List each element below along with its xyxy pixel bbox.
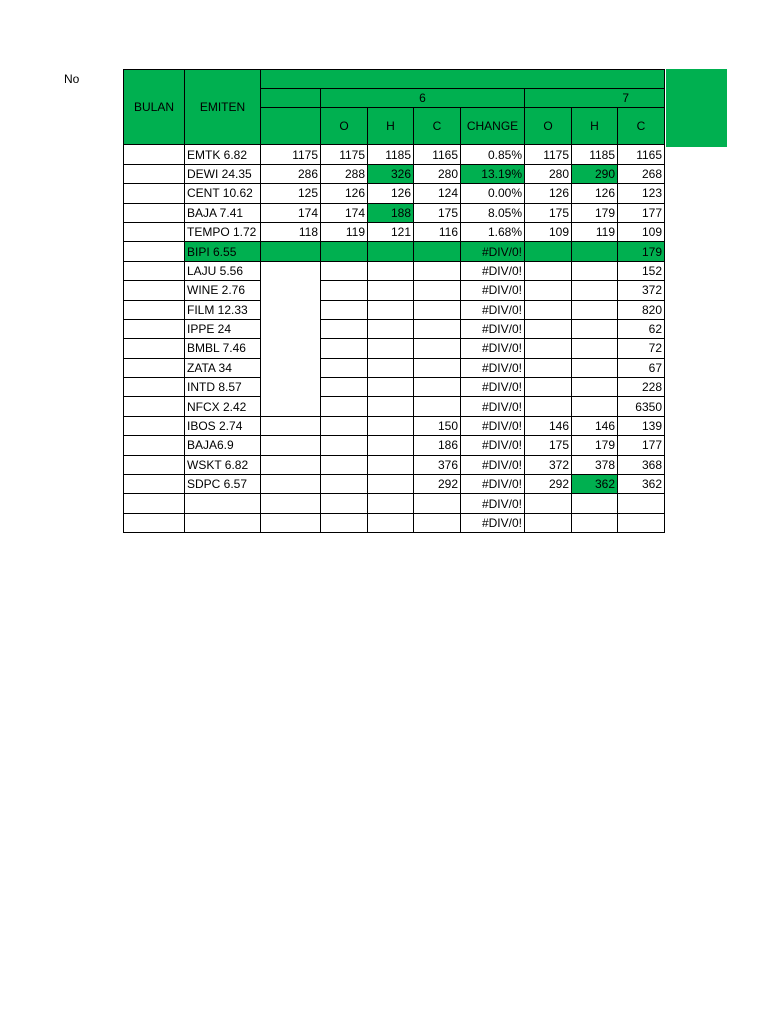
cell-c7[interactable]: [618, 513, 665, 532]
cell-prev[interactable]: [261, 358, 321, 377]
cell-change[interactable]: 13.19%: [461, 164, 525, 183]
cell-c6[interactable]: 150: [414, 416, 461, 435]
table-row: [124, 145, 665, 164]
cell-h7[interactable]: 378: [572, 455, 618, 474]
cell-o7[interactable]: 1175: [525, 145, 572, 164]
cell-o7[interactable]: 109: [525, 222, 572, 241]
cell-change[interactable]: #DIV/0!: [461, 494, 525, 513]
cell-o6[interactable]: [321, 242, 368, 261]
cell-h6[interactable]: [368, 494, 414, 513]
cell-prev[interactable]: 174: [261, 203, 321, 222]
cell-bulan[interactable]: [124, 222, 185, 241]
cell-emiten[interactable]: ZATA 34: [185, 358, 261, 377]
cell-prev[interactable]: [261, 319, 321, 338]
header-day-6[interactable]: 6: [321, 89, 525, 108]
cell-prev[interactable]: [261, 378, 321, 397]
cell-o7[interactable]: [525, 300, 572, 319]
cell-c6[interactable]: [414, 242, 461, 261]
cell-h7[interactable]: 119: [572, 222, 618, 241]
cell-h6[interactable]: [368, 436, 414, 455]
cell-o7[interactable]: 146: [525, 416, 572, 435]
cell-emiten[interactable]: EMTK 6.82: [185, 145, 261, 164]
cell-o6[interactable]: [321, 475, 368, 494]
cell-c7[interactable]: 109: [618, 222, 665, 241]
header-h7[interactable]: H: [572, 108, 618, 145]
header-prev-blank[interactable]: [261, 89, 321, 108]
cell-c7[interactable]: 177: [618, 436, 665, 455]
table-row: [124, 397, 665, 416]
cell-o7[interactable]: 280: [525, 164, 572, 183]
cell-c6[interactable]: [414, 378, 461, 397]
table-row: [124, 416, 665, 435]
cell-h6[interactable]: [368, 397, 414, 416]
cell-change[interactable]: #DIV/0!: [461, 319, 525, 338]
cell-bulan[interactable]: [124, 164, 185, 183]
cell-h6[interactable]: [368, 319, 414, 338]
cell-o6[interactable]: [321, 378, 368, 397]
cell-prev[interactable]: [261, 416, 321, 435]
cell-emiten[interactable]: IBOS 2.74: [185, 416, 261, 435]
cell-o7[interactable]: [525, 358, 572, 377]
cell-o6[interactable]: [321, 339, 368, 358]
cell-h7[interactable]: [572, 261, 618, 280]
cell-h6[interactable]: 126: [368, 184, 414, 203]
cell-c6[interactable]: [414, 300, 461, 319]
cell-o6[interactable]: 174: [321, 203, 368, 222]
header-emiten[interactable]: EMITEN: [185, 70, 261, 145]
cell-emiten[interactable]: IPPE 24: [185, 319, 261, 338]
header-o7[interactable]: O: [525, 108, 572, 145]
cell-c6[interactable]: 186: [414, 436, 461, 455]
cell-h7[interactable]: [572, 378, 618, 397]
table-row: [124, 242, 665, 261]
cell-c6[interactable]: [414, 339, 461, 358]
cell-c6[interactable]: 124: [414, 184, 461, 203]
cell-o7[interactable]: [525, 281, 572, 300]
cell-c6[interactable]: [414, 358, 461, 377]
cell-change[interactable]: #DIV/0!: [461, 475, 525, 494]
cell-o7[interactable]: 372: [525, 455, 572, 474]
cell-c7[interactable]: 67: [618, 358, 665, 377]
cell-o7[interactable]: [525, 494, 572, 513]
cell-h6[interactable]: [368, 378, 414, 397]
cell-o7[interactable]: [525, 378, 572, 397]
cell-change[interactable]: #DIV/0!: [461, 242, 525, 261]
cell-bulan[interactable]: [124, 281, 185, 300]
cell-c7[interactable]: 368: [618, 455, 665, 474]
cell-c7[interactable]: 1165: [618, 145, 665, 164]
cell-h6[interactable]: [368, 513, 414, 532]
cell-emiten[interactable]: BAJA 7.41: [185, 203, 261, 222]
table-row: [124, 222, 665, 241]
cell-prev[interactable]: [261, 339, 321, 358]
cell-o6[interactable]: [321, 416, 368, 435]
cell-emiten[interactable]: BAJA6.9: [185, 436, 261, 455]
cell-prev[interactable]: [261, 242, 321, 261]
cell-c7[interactable]: [618, 494, 665, 513]
cell-emiten[interactable]: FILM 12.33: [185, 300, 261, 319]
cell-change[interactable]: #DIV/0!: [461, 378, 525, 397]
green-fill-block: [666, 69, 727, 147]
table-row: [124, 475, 665, 494]
cell-h7[interactable]: [572, 339, 618, 358]
cell-emiten[interactable]: SDPC 6.57: [185, 475, 261, 494]
cell-c7[interactable]: 62: [618, 319, 665, 338]
cell-bulan[interactable]: [124, 494, 185, 513]
cell-h6[interactable]: 188: [368, 203, 414, 222]
cell-h6[interactable]: 326: [368, 164, 414, 183]
cell-o6[interactable]: [321, 436, 368, 455]
cell-change[interactable]: 1.68%: [461, 222, 525, 241]
cell-o6[interactable]: [321, 261, 368, 280]
cell-o6[interactable]: [321, 455, 368, 474]
cell-bulan[interactable]: [124, 261, 185, 280]
table-row: [124, 455, 665, 474]
cell-c7[interactable]: 72: [618, 339, 665, 358]
no-label: No: [64, 72, 80, 86]
cell-c6[interactable]: 175: [414, 203, 461, 222]
cell-c7[interactable]: 152: [618, 261, 665, 280]
cell-h7[interactable]: 1185: [572, 145, 618, 164]
table-row: [124, 319, 665, 338]
cell-c7[interactable]: 139: [618, 416, 665, 435]
cell-bulan[interactable]: [124, 300, 185, 319]
cell-emiten[interactable]: DEWI 24.35: [185, 164, 261, 183]
cell-c6[interactable]: [414, 494, 461, 513]
cell-c7[interactable]: 362: [618, 475, 665, 494]
cell-prev[interactable]: [261, 397, 321, 416]
cell-emiten[interactable]: [185, 494, 261, 513]
cell-h7[interactable]: [572, 397, 618, 416]
cell-bulan[interactable]: [124, 378, 185, 397]
cell-change[interactable]: 0.00%: [461, 184, 525, 203]
cell-change[interactable]: 0.85%: [461, 145, 525, 164]
cell-bulan[interactable]: [124, 397, 185, 416]
cell-prev[interactable]: 125: [261, 184, 321, 203]
cell-prev[interactable]: [261, 281, 321, 300]
cell-c6[interactable]: [414, 397, 461, 416]
table-row: [124, 378, 665, 397]
cell-h6[interactable]: [368, 475, 414, 494]
cell-c7[interactable]: 179: [618, 242, 665, 261]
cell-change[interactable]: 8.05%: [461, 203, 525, 222]
cell-o7[interactable]: [525, 397, 572, 416]
table-row: [124, 339, 665, 358]
cell-c6[interactable]: 376: [414, 455, 461, 474]
cell-o6[interactable]: [321, 397, 368, 416]
cell-o7[interactable]: [525, 319, 572, 338]
cell-h7[interactable]: 362: [572, 475, 618, 494]
cell-h6[interactable]: [368, 300, 414, 319]
cell-prev[interactable]: 286: [261, 164, 321, 183]
cell-change[interactable]: #DIV/0!: [461, 397, 525, 416]
header-c6[interactable]: C: [414, 108, 461, 145]
cell-c6[interactable]: 292: [414, 475, 461, 494]
cell-o6[interactable]: [321, 281, 368, 300]
cell-bulan[interactable]: [124, 416, 185, 435]
cell-h6[interactable]: [368, 281, 414, 300]
cell-o6[interactable]: [321, 300, 368, 319]
cell-h6[interactable]: [368, 261, 414, 280]
header-change[interactable]: CHANGE: [461, 108, 525, 145]
cell-bulan[interactable]: [124, 358, 185, 377]
cell-bulan[interactable]: [124, 513, 185, 532]
cell-h7[interactable]: [572, 494, 618, 513]
cell-c7[interactable]: 123: [618, 184, 665, 203]
cell-prev[interactable]: [261, 455, 321, 474]
cell-emiten[interactable]: BIPI 6.55: [185, 242, 261, 261]
cell-emiten[interactable]: LAJU 5.56: [185, 261, 261, 280]
cell-change[interactable]: #DIV/0!: [461, 416, 525, 435]
cell-h7[interactable]: [572, 300, 618, 319]
cell-h6[interactable]: 1185: [368, 145, 414, 164]
cell-bulan[interactable]: [124, 203, 185, 222]
cell-emiten[interactable]: INTD 8.57: [185, 378, 261, 397]
cell-c7[interactable]: 372: [618, 281, 665, 300]
cell-prev[interactable]: [261, 436, 321, 455]
cell-c7[interactable]: 177: [618, 203, 665, 222]
cell-emiten[interactable]: [185, 513, 261, 532]
cell-c7[interactable]: 6350: [618, 397, 665, 416]
cell-h6[interactable]: [368, 339, 414, 358]
header-day-7[interactable]: 7: [525, 89, 665, 108]
cell-prev[interactable]: 118: [261, 222, 321, 241]
cell-bulan[interactable]: [124, 339, 185, 358]
cell-h7[interactable]: [572, 242, 618, 261]
header-band[interactable]: [261, 70, 665, 89]
header-c7[interactable]: C: [618, 108, 665, 145]
cell-emiten[interactable]: TEMPO 1.72: [185, 222, 261, 241]
cell-c6[interactable]: 116: [414, 222, 461, 241]
cell-o6[interactable]: [321, 319, 368, 338]
cell-h6[interactable]: 121: [368, 222, 414, 241]
cell-change[interactable]: #DIV/0!: [461, 436, 525, 455]
cell-c6[interactable]: 1165: [414, 145, 461, 164]
table-row: [124, 300, 665, 319]
cell-o7[interactable]: 175: [525, 203, 572, 222]
cell-change[interactable]: #DIV/0!: [461, 261, 525, 280]
table-row: [124, 203, 665, 222]
table-row: [124, 513, 665, 532]
cell-o6[interactable]: [321, 513, 368, 532]
cell-h7[interactable]: [572, 319, 618, 338]
cell-prev[interactable]: [261, 494, 321, 513]
header-prev-cell[interactable]: [261, 108, 321, 145]
cell-prev[interactable]: 1175: [261, 145, 321, 164]
cell-o6[interactable]: 126: [321, 184, 368, 203]
cell-c6[interactable]: [414, 261, 461, 280]
cell-h6[interactable]: [368, 455, 414, 474]
cell-o7[interactable]: 175: [525, 436, 572, 455]
cell-h7[interactable]: 179: [572, 203, 618, 222]
cell-c6[interactable]: 280: [414, 164, 461, 183]
table-row: [124, 436, 665, 455]
table-row: [124, 494, 665, 513]
cell-c6[interactable]: [414, 513, 461, 532]
cell-o7[interactable]: 292: [525, 475, 572, 494]
cell-change[interactable]: #DIV/0!: [461, 455, 525, 474]
header-h6[interactable]: H: [368, 108, 414, 145]
cell-emiten[interactable]: BMBL 7.46: [185, 339, 261, 358]
header-bulan[interactable]: BULAN: [124, 70, 185, 145]
cell-prev[interactable]: [261, 300, 321, 319]
cell-prev[interactable]: [261, 513, 321, 532]
cell-emiten[interactable]: WINE 2.76: [185, 281, 261, 300]
cell-prev[interactable]: [261, 261, 321, 280]
cell-change[interactable]: #DIV/0!: [461, 300, 525, 319]
cell-h7[interactable]: 290: [572, 164, 618, 183]
cell-o7[interactable]: [525, 339, 572, 358]
cell-bulan[interactable]: [124, 436, 185, 455]
cell-o7[interactable]: [525, 513, 572, 532]
cell-h7[interactable]: [572, 358, 618, 377]
cell-h7[interactable]: [572, 513, 618, 532]
cell-o7[interactable]: [525, 242, 572, 261]
cell-o6[interactable]: [321, 494, 368, 513]
stock-table: [123, 69, 665, 533]
cell-bulan[interactable]: [124, 455, 185, 474]
cell-c6[interactable]: [414, 319, 461, 338]
cell-o6[interactable]: 119: [321, 222, 368, 241]
cell-prev[interactable]: [261, 475, 321, 494]
cell-h7[interactable]: 126: [572, 184, 618, 203]
cell-bulan[interactable]: [124, 475, 185, 494]
cell-emiten[interactable]: CENT 10.62: [185, 184, 261, 203]
table-row: [124, 164, 665, 183]
cell-emiten[interactable]: WSKT 6.82: [185, 455, 261, 474]
cell-h6[interactable]: [368, 416, 414, 435]
cell-c7[interactable]: 820: [618, 300, 665, 319]
cell-h6[interactable]: [368, 358, 414, 377]
table-row: [124, 358, 665, 377]
cell-o6[interactable]: 1175: [321, 145, 368, 164]
cell-c7[interactable]: 228: [618, 378, 665, 397]
cell-bulan[interactable]: [124, 184, 185, 203]
cell-o6[interactable]: [321, 358, 368, 377]
cell-bulan[interactable]: [124, 242, 185, 261]
cell-change[interactable]: #DIV/0!: [461, 513, 525, 532]
table-row: [124, 184, 665, 203]
cell-c7[interactable]: 268: [618, 164, 665, 183]
cell-o7[interactable]: [525, 261, 572, 280]
cell-c6[interactable]: [414, 281, 461, 300]
cell-change[interactable]: #DIV/0!: [461, 358, 525, 377]
table-row: [124, 281, 665, 300]
header-o6[interactable]: O: [321, 108, 368, 145]
cell-bulan[interactable]: [124, 145, 185, 164]
cell-o6[interactable]: 288: [321, 164, 368, 183]
cell-change[interactable]: #DIV/0!: [461, 281, 525, 300]
cell-h6[interactable]: [368, 242, 414, 261]
cell-emiten[interactable]: NFCX 2.42: [185, 397, 261, 416]
cell-o7[interactable]: 126: [525, 184, 572, 203]
cell-bulan[interactable]: [124, 319, 185, 338]
cell-h7[interactable]: [572, 281, 618, 300]
table-row: [124, 261, 665, 280]
cell-h7[interactable]: 146: [572, 416, 618, 435]
cell-change[interactable]: #DIV/0!: [461, 339, 525, 358]
cell-h7[interactable]: 179: [572, 436, 618, 455]
